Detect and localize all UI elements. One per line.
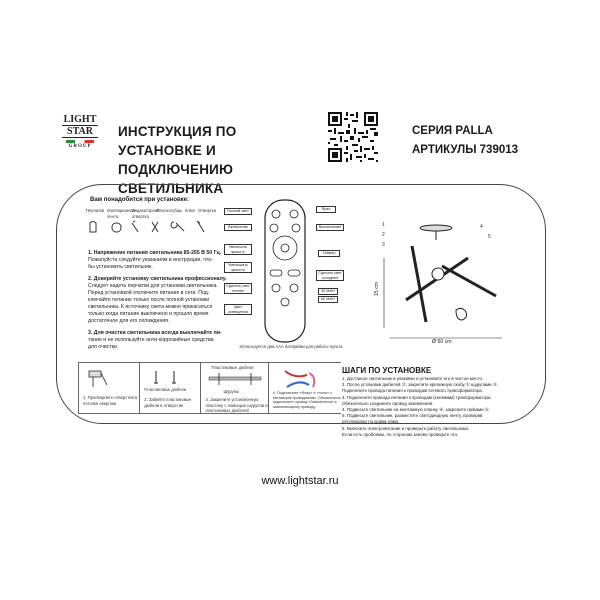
height-dimension: 15 cm xyxy=(374,281,380,296)
install-step-2-text: 2. Забейте пластиковые дюбели в отверстия xyxy=(144,397,192,408)
remote-off-button xyxy=(292,224,300,232)
tools-icons xyxy=(86,219,216,237)
step-line: регулировку по краям ламп. xyxy=(342,419,400,425)
series-info xyxy=(412,122,518,160)
remote-cold-button xyxy=(290,284,298,292)
remote-dial-center xyxy=(281,244,289,252)
remote-label: 30 МИН xyxy=(318,288,338,295)
install-step-4-text: 4. Подключите «Фазу» и «ноль» к питающим проводникам. Обязательно подключите провод «Заземления» к заземляющему проводу. xyxy=(272,391,341,409)
tool-label: Перчатки xyxy=(86,208,105,213)
steps-heading: ШАГИ ПО УСТАНОВКЕ xyxy=(342,366,432,375)
website-link[interactable]: www.lightstar.ru xyxy=(261,475,339,487)
install-step-1-text: 1. Просверлите отверстия в потолке сверлом xyxy=(83,395,138,406)
arm-3 xyxy=(442,266,496,296)
logo-text-line3: GROUP xyxy=(68,144,92,149)
remote-night-button xyxy=(272,210,280,218)
step-line: Если есть проблемы, по сторонам заново проверьте это. xyxy=(342,431,459,437)
remote-label: Ночной свет xyxy=(224,208,252,215)
step-line: 6. Включите электропитание и проверьте работу светильника. xyxy=(342,425,470,431)
note-2-line4: ключайте питание только после полной установки xyxy=(88,297,210,303)
tool-label: Плоскогубцы xyxy=(156,208,183,213)
mounting-plate-icon xyxy=(205,371,269,391)
marker-1: 1 xyxy=(382,222,385,228)
remote-color-button xyxy=(281,298,289,306)
remote-label: 60 МИН xyxy=(318,296,338,303)
wrench-icon xyxy=(171,222,184,231)
marker-2: 2 xyxy=(382,232,385,238)
remote-label: Сделать свет теплее xyxy=(224,283,252,294)
remote-bright-button xyxy=(290,210,298,218)
remote-label: Выключение xyxy=(316,224,344,231)
remote-warm-button xyxy=(272,284,280,292)
note-3-line1: 3. Для очистки светильника всегда выключайте пи- xyxy=(88,330,222,336)
marker-4: 4 xyxy=(480,224,483,230)
title-line2: ПОДКЛЮЧЕНИЮ СВЕТИЛЬНИКА xyxy=(118,162,234,196)
pliers-icon xyxy=(152,222,158,232)
note-2-line5: светильника. К источнику света можно прикасаться xyxy=(88,304,213,310)
note-2-line6: только когда питание выключено и прошло время xyxy=(88,311,209,317)
remote-on-button xyxy=(270,224,278,232)
step-line: 4. Подвесьте светильник на монтажную планку ④, закрепите гайками ⑤. xyxy=(342,407,490,413)
drill-icon xyxy=(83,367,143,397)
remote-label: Увеличить яркость xyxy=(224,244,252,255)
qr-code xyxy=(328,112,378,162)
arm-2 xyxy=(412,246,426,322)
tape-icon xyxy=(112,223,121,232)
step-line: 1. Достаньте светильник и упаковки и установите его в чистое место. xyxy=(342,376,484,381)
screwdriver-indicator-icon xyxy=(132,221,138,232)
step-line: 3. Подключите провода питания к проводам (клеммам) трансформатора. xyxy=(342,394,492,400)
hand-icon xyxy=(456,308,467,320)
fixture-diagram xyxy=(376,218,526,348)
remote-control xyxy=(262,198,308,346)
tool-label: Индикаторная отвертка xyxy=(131,208,160,219)
logo-text-line2: STAR xyxy=(62,125,98,138)
title-line1: ИНСТРУКЦИЯ ПО УСТАНОВКЕ И xyxy=(118,124,237,158)
note-2-line1: 2. Доверяйте установку светильника профессионалу. xyxy=(88,276,227,282)
step-line: Подключите провода питания к проводам сетевого трансформатора. xyxy=(342,388,483,394)
install-step-3-label-top: Пластиковые дюбели xyxy=(211,365,254,370)
install-step-3-label-bottom: Шурупы xyxy=(223,389,240,394)
note-1-line3: бы установить светильник. xyxy=(88,264,153,270)
remote-label: Цвет освещения xyxy=(224,304,252,315)
remote-label: Ярко xyxy=(316,206,336,213)
step-line: Обязательно соедините провод заземления. xyxy=(342,400,434,406)
steps-list xyxy=(342,376,520,438)
safety-notes xyxy=(88,250,228,351)
note-3-line3: для очистки. xyxy=(88,344,119,350)
step-line: 2. После установки дюбелей ②, закрепите крепежную скобу ① шурупами ③. xyxy=(342,382,498,388)
tool-label: Ключ xyxy=(184,208,196,213)
tools-heading: Вам понадобится при установке: xyxy=(90,197,190,203)
install-step-2-label: Пластиковые дюбели xyxy=(144,387,187,392)
hub xyxy=(432,268,444,280)
install-panels xyxy=(78,362,341,414)
article-number: АРТИКУЛЫ 739013 xyxy=(412,144,519,156)
tools-row xyxy=(86,208,216,242)
brand-logo xyxy=(62,114,98,166)
remote-timer-30 xyxy=(270,270,282,276)
gloves-icon xyxy=(90,222,96,233)
install-panel-1 xyxy=(79,363,140,413)
note-2-line3: Перед установкой отключите питание в сети. Под- xyxy=(88,290,210,296)
marker-5: 5 xyxy=(488,234,491,240)
step-line: 5. Подвесьте светильник, разместите светодиодную ленту, проверив xyxy=(342,413,483,419)
screwdriver-icon xyxy=(197,221,204,232)
note-1-line2: Пожалуйста следуйте указаниям в инструкции, что- xyxy=(88,257,213,263)
remote-timer-60 xyxy=(288,270,300,276)
battery-note: Используется два ААА батарейки для работы пульта xyxy=(239,344,343,349)
remote-label: Сделать свет холоднее xyxy=(316,270,344,281)
install-panel-4 xyxy=(269,363,341,413)
tool-label: Изоляционная лента xyxy=(106,208,136,219)
marker-3: 3 xyxy=(382,242,385,248)
install-step-3-text: 3. Закрепите установочную пластину с помощью шурупов и пластиковых дюбелей xyxy=(205,397,268,414)
series-name: СЕРИЯ PALLA xyxy=(412,125,493,137)
tool-label: Отвертка xyxy=(197,208,216,213)
install-panel-3 xyxy=(201,363,268,413)
ceiling-plate xyxy=(420,225,452,231)
diameter-dimension: Ø 60 cm xyxy=(432,339,452,345)
note-3-line2: тание и не используйте анти-коррозийные средства xyxy=(88,337,214,343)
logo-text-line1: LIGHT xyxy=(63,114,97,125)
note-1-line1: 1. Напряжение питания светильника 85-265 В 50 Гц. xyxy=(88,250,222,256)
note-2-line2: Следует надеть перчатки для установки светильника. xyxy=(88,283,218,289)
remote-label: Включение xyxy=(224,224,252,231)
remote-label: Уменьшить яркость xyxy=(224,262,252,273)
install-panel-2 xyxy=(140,363,201,413)
remote-label: Таймер xyxy=(318,250,340,257)
note-2-line7: достаточное для его охлаждения. xyxy=(88,318,170,324)
